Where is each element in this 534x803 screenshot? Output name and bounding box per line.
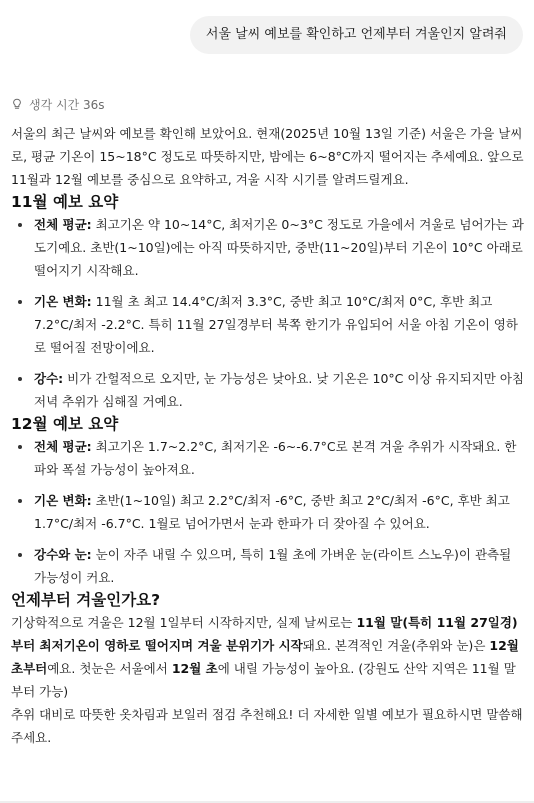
- bullet-dot: [18, 300, 22, 304]
- item-label: 강수:: [34, 371, 64, 386]
- list-item: [11, 367, 525, 413]
- user-message-bubble: [190, 16, 523, 54]
- item-label: 강수와 눈:: [34, 547, 92, 562]
- lightbulb-icon: [11, 98, 23, 110]
- bold-segment: 11월 말(특히 11월 27일경)부터 최저기온이 영하로 떨어지며 겨울 분위기가 시작: [11, 615, 518, 653]
- bullet-dot: [18, 377, 22, 381]
- thinking-time-label: 생각 시간 36s: [29, 97, 105, 112]
- user-message-text: 서울 날씨 예보를 확인하고 언제부터 겨울인지 알려줘: [205, 27, 507, 42]
- bold-segment: 12월 초부터: [11, 638, 519, 676]
- november-list: [11, 213, 525, 413]
- winter-start-heading: 언제부터 겨울인가요?: [11, 591, 161, 609]
- text-segment: 돼요. 본격적인 겨울(추위와 눈)은: [302, 638, 490, 653]
- bold-segment: 12월 초: [171, 661, 218, 676]
- item-text: 눈이 자주 내릴 수 있으며, 특히 1월 초에 가벼운 눈(라이트 스노우)이 관측될 가능성이 커요.: [34, 547, 512, 585]
- item-text: 초반(1~10일) 최고 2.2°C/최저 -6°C, 중반 최고 2°C/최저 -6°C, 후반 최고 1.7°C/최저 -6.7°C. 1월로 넘어가면서 눈과 한파가 더 잦아질 수 있어요.: [34, 493, 510, 531]
- list-item: [11, 290, 525, 359]
- item-label: 전체 평균:: [34, 439, 92, 454]
- list-item: [11, 543, 525, 589]
- november-heading: 11월 예보 요약: [11, 193, 119, 211]
- winter-start-paragraph: [11, 611, 525, 703]
- item-label: 기온 변화:: [34, 294, 92, 309]
- assistant-response: [11, 122, 525, 749]
- bullet-dot: [18, 223, 22, 227]
- item-text: 최고기온 약 10~14°C, 최저기온 0~3°C 정도로 가을에서 겨울로 넘어가는 과도기예요. 초반(1~10일)에는 아직 따뜻하지만, 중반(11~20일)부터 기온이 10°C 아래로 떨어지기 시작해요.: [34, 217, 524, 278]
- text-segment: 에 내릴 가능성이 높아요. (강원도 산악 지역은 11월 말부터 가능): [11, 661, 516, 699]
- bullet-dot: [18, 553, 22, 557]
- bullet-dot: [18, 499, 22, 503]
- december-heading: 12월 예보 요약: [11, 415, 119, 433]
- bullet-dot: [18, 445, 22, 449]
- text-segment: 예요. 첫눈은 서울에서: [47, 661, 172, 676]
- thinking-time-toggle[interactable]: [11, 95, 105, 113]
- item-text: 최고기온 1.7~2.2°C, 최저기온 -6~-6.7°C로 본격 겨울 추위가 시작돼요. 한파와 폭설 가능성이 높아져요.: [34, 439, 517, 477]
- item-text: 11월 초 최고 14.4°C/최저 3.3°C, 중반 최고 10°C/최저 0°C, 후반 최고 7.2°C/최저 -2.2°C. 특히 11월 27일경부터 북쪽 한기가 유입되어 서울 아침 기온이 영하로 떨어질 전망이에요.: [34, 294, 518, 355]
- december-list: [11, 435, 525, 589]
- list-item: [11, 489, 525, 535]
- intro-paragraph: 서울의 최근 날씨와 예보를 확인해 보았어요. 현재(2025년 10월 13일 기준) 서울은 가을 날씨로, 평균 기온이 15~18°C 정도로 따뜻하지만, 밤에는 6~8°C까지 떨어지는 추세예요. 앞으로 11월과 12월 예보를 중심으로 요약하고, 겨울 시작 시기를 알려드릴게요.: [11, 126, 524, 187]
- list-item: [11, 435, 525, 481]
- list-item: [11, 213, 525, 282]
- text-segment: 기상학적으로 겨울은 12월 1일부터 시작하지만, 실제 날씨로는: [11, 615, 357, 630]
- item-label: 기온 변화:: [34, 493, 92, 508]
- item-label: 전체 평균:: [34, 217, 92, 232]
- item-text: 비가 간헐적으로 오지만, 눈 가능성은 낮아요. 낮 기온은 10°C 이상 유지되지만 아침저녁 추위가 심해질 거예요.: [34, 371, 524, 409]
- closing-paragraph: 추위 대비로 따뜻한 옷차림과 보일러 점검 추천해요! 더 자세한 일별 예보가 필요하시면 말씀해주세요.: [11, 707, 523, 745]
